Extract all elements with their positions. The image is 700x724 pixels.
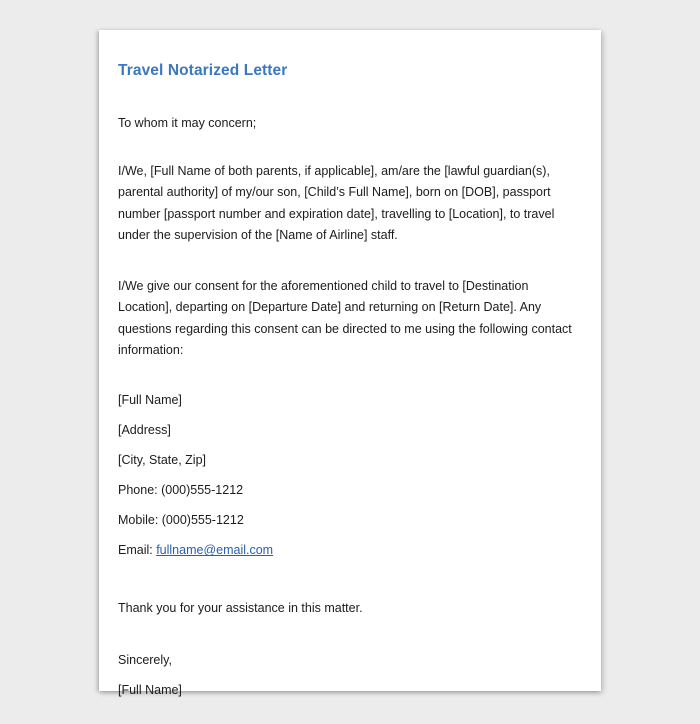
salutation-text: To whom it may concern; — [118, 115, 257, 130]
contact-email-row — [118, 541, 577, 559]
contact-full-name: [Full Name] — [118, 392, 182, 407]
contact-email-link[interactable]: fullname@email.com — [156, 543, 274, 558]
contact-mobile: Mobile: (000)555-1212 — [118, 513, 244, 528]
body-paragraph-1: I/We, [Full Name of both parents, if applicable], am/are the [lawful guardian(s), parental authority] of my/our son, [Child’s Full Name], born on [DOB], passport number [passport number and expiration date], travelling to [Location], to travel under the supervision of the [Name of Airline] staff. — [118, 163, 555, 243]
body-paragraph-2: I/We give our consent for the aforementioned child to travel to [Destination Location], departing on [Departure Date] and returning on [Return Date]. Any questions regarding this consent can be directed to me using the following contact information: — [118, 278, 572, 358]
closing-thanks-text: Thank you for your assistance in this matter. — [118, 601, 363, 616]
signoff-name-placeholder: [Full Name] — [118, 683, 182, 698]
signoff-text: Sincerely, — [118, 652, 172, 667]
contact-address: [Address] — [118, 422, 171, 437]
contact-city-state-zip: [City, State, Zip] — [118, 452, 206, 467]
contact-information-block — [118, 391, 577, 560]
contact-phone: Phone: (000)555-1212 — [118, 483, 244, 498]
document-page — [99, 30, 601, 698]
contact-email-label: Email: — [118, 543, 157, 558]
page-content — [99, 30, 601, 699]
page-title: Travel Notarized Letter — [118, 62, 288, 79]
